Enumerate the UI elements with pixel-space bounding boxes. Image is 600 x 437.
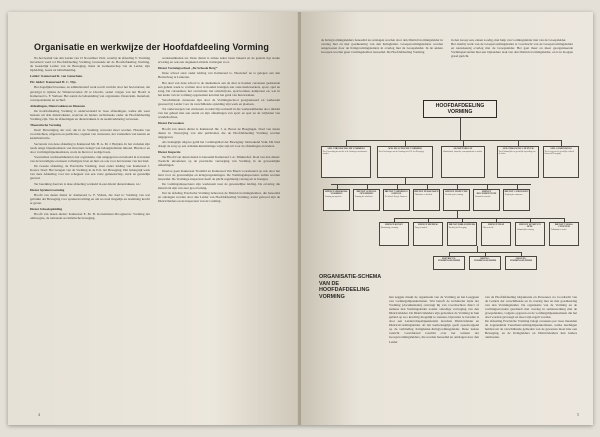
org-unit-text: Vorming der scholieren. <box>354 196 373 199</box>
org-unit-title: AFD. PRACTISCHE VORMING <box>387 146 423 150</box>
org-unit-title: DIENST VORMINGS-SCHOOL <box>384 189 409 196</box>
section-heading: Dienst Persosaken <box>158 121 184 126</box>
paragraph: Na het besluit van den Leider van 15 November 1941, waarbij de afdeeling V. Vorming bevorderd werd tot Hoofdafdeeling Vorming, bestaande uit de Hoofdafdeeling Vorming, de Geestelijk Leider van de Beweging, thans de Gemeenschap van de Leider, zijn Opleiding, Geest en Ontwikkeling. <box>30 56 150 73</box>
paragraph: Als belangrijk uitgave geldt het vormingsblad der Beweging: Ontwakend Volk. Dit blad draagt de zorg op een artistiek-kunstzinnige wijze zijn uit voor de afdeelingen en kaders. <box>158 139 280 149</box>
org-unit-text: De Schoole Berg te Lunteren. <box>384 196 408 199</box>
section-heading: Leider: Kameraad R. van Genechten. <box>30 74 83 79</box>
paragraph: Deze school staat onder leiding van Kameraad G. Nieuwhof en is gelegen aan den Heuvelweg te Lunteren. <box>158 71 280 80</box>
paragraph: Dat de afdeling Practische Vorming behoeven de Districtsvormingsleiders, die benoemd en ontslagen worden door den Leider van Hoofdafdeeling Vorming, nadat gehoord zijn de Districtleiders en de inspecteur van de vorming. <box>158 191 280 204</box>
org-unit-text: Doel: het brengen van de Vorming in de P.O. der Beweging. <box>378 150 425 153</box>
org-unit-text: Zang en muziek. <box>414 226 428 229</box>
paragraph: Doel: Bevestiging der stof, die in de Vorming verwerkt moet worden. Houden van voordrachten, uitgeven en publicatie, regelen van cursussen, het vaststellen van kennis en kaderinstructie. <box>30 128 150 141</box>
org-unit-box <box>515 222 545 246</box>
org-unit-text: Doel: bewerking der stof die in de Vorming verwerkt moet worden. <box>322 150 368 155</box>
org-unit-title: DIENST CURSUSSEN <box>504 189 529 193</box>
right-top-column-1: de Kringvormingsleiders benoemd en ontslagen worden door den Districtsvormingsleider in overleg met en met goedkeuring van den Kringleider. Groepsvormingsleiders worden aangewezen door de Kringvormingsleiders in overleg met de Groepsleider. In de andere Groepen worden geen vormingsleiders benoemd. De Hoofdafdeeling Vorming <box>321 38 443 55</box>
org-unit-title: KRING-VORMINGSLEIDER <box>473 256 497 263</box>
left-page <box>8 12 300 425</box>
connector-line <box>457 211 458 218</box>
paragraph: Het dagelijksch bestuur, en administratief werk wordt verricht door het Secretariaat, dat geverigd is tijdens de Winteravonden 20 te Utrecht, sedert volgen van het Hoofd is Kameraad G. F. Verhaar. Het aantal de behandeling van organisatie, financieën, materiaal, correspondentie en archief. <box>30 85 150 102</box>
org-unit-box <box>441 146 485 178</box>
paragraph: Vooruitzien werkzaamheden is het organisatie, zijn aangegeven en bedoeld in te houden van de levendigste en meest volledigste bron en huis en ook voor het bestuur van het land. <box>30 154 150 163</box>
org-unit-box <box>543 146 579 178</box>
org-unit-title: DIENST DOCUMENTATIE <box>476 189 497 196</box>
org-unit-title: AFD. PERSOONS CULTUUR <box>502 146 534 150</box>
org-unit-box <box>473 189 500 211</box>
page-number-right: 5 <box>577 412 579 417</box>
paragraph: Daartoe gaan Kameraad Troubild en Kameraad Van Breen voortdurend op reis door het land voor de gewestelijke en kringvergaderingen. De Vormingsinspecteurs zullen worden benoemd. De Vormings-inspecteur heeft de plicht regelmatig verslag uit te brengen. <box>158 168 280 181</box>
connector-line <box>331 184 531 185</box>
org-unit-box <box>503 189 530 211</box>
org-unit-title: DIENST FILM <box>488 222 504 226</box>
org-unit-box <box>323 189 350 211</box>
org-unit-box <box>413 222 443 246</box>
org-unit-text: Vorming van sprekers. <box>324 196 342 199</box>
section-heading: Theoretische Vorming <box>30 123 62 128</box>
org-unit-title: DIENST INSPECTIE <box>445 189 468 193</box>
org-unit-text: Doel: zorg voor de geestelijke eenheid binnen de Beweging. <box>544 150 574 155</box>
right-bottom-column-1: hen zeggen maakt de organisatie van de Vorming en het Leeggaan van vormingsbijeenkomsten. Wat betreft de technische zijde der Vorming (documentatie) ontvangt hij van voordrachten direct of namens den Vormingsleider zonder onnodige vertraging van den Districtsleider. De Districtsleiders zijn gebonden de Vorming in hun gebied op zoo krachtig mogelijk te steunen, bijzonder te beraden is door een Leiderschapsbijeenkomst tusschen Districtsleider en Districtsvormingsleider. Al het leerbelangrijk geeft opeenvolgend op de verbinding Kringleider-Kringvormingsleider. Deze laatste toezicht voortdurend toezicht over het werken der Groepsvormingsleiders, die worden benoemd en ontslagen door den Leider <box>389 295 479 344</box>
org-unit-title: SECRETARIAAT <box>453 146 473 150</box>
paragraph: De vormingsinspecteurs zijn werkzaam naar de gewestelijke leiding. De ervaring die hieruit zal zijn van zeer groot belang. <box>158 181 280 190</box>
org-unit-title: GROEPS-VORMINGSLEIDER <box>509 256 533 263</box>
paragraph: Secretaris van deze afdeeling is Kameraad Mr. H. A. M. J. Heijden. In het verleden zijn reeds enige bijeenkomsten van Inwoners belegd van belangstellende inhoud. Hierdoor en door vormingsbijeenkomsten, zoals de hiervoor nodige basis. <box>30 141 150 154</box>
org-unit-box <box>383 189 410 211</box>
paragraph: Hoofd van dezen dienst is Kameraad Jhr. J. A. Baron de Haagingan. Doel van dezen dienst is: Verzorging van alle publicaties die de Hoofdafdeeling Vorming worden uitgegeven. <box>158 126 280 139</box>
right-page <box>301 12 593 425</box>
paragraph: De hoofdafdeeling Vorming is onderverdeeld in twee afdeelingen, welke elk weer bestaan uit drie dienstvakken, waarvan de leiders rechtstreeks onder de Hoofdafdeeling Vorming zijn. Van de afdeelingen en dienstvakken is de naamverklaring verwezen. <box>30 108 150 121</box>
paragraph: Het doel van deze school is de deelnemers aan de daar te houden cursussen gedurende een gehele week te vormen door te houden lezingen aan onze medewerkers, sport, spel en zang. De cursusduur, het overwinter, het omschrijven, sportvormen, kampvuur en, wat in het kader van de vorming opgenomen kan met het getal van hun karakter. <box>158 80 280 97</box>
org-unit-text: Film en beeld. <box>482 226 494 229</box>
org-unit-text: Volkskunst en zeden. <box>550 229 567 232</box>
org-unit-box <box>379 222 409 246</box>
org-unit-box <box>443 189 470 211</box>
section-heading: Dienst Vormingsschool „De Schoole Berg” <box>158 66 218 71</box>
org-unit-title: DIENST SPORT EN SPEL <box>519 222 541 229</box>
org-unit-box <box>505 256 537 270</box>
paragraph: De tweede afdeeling, de Practische Vorming, staat onder leiding van Kameraad J. Koster. Doel: Het brengen van de Vorming in de P.O. der Beweging. Het belangrijk werk van deze Afdeeling voor het scheppen van een vaste gemeenschap, sterk en geestelijk gezond. <box>30 164 150 181</box>
org-unit-box <box>413 189 440 211</box>
connector-line <box>346 140 561 141</box>
paragraph: Hoofd van dezen dienst is: Kameraad G. F. Visbén, die doel is: Vorming van wat gebruikt der Beweging voor sprekersvorming en om zooveel mogelijk en doelmatig kracht te geven. <box>30 192 150 205</box>
connector-line <box>460 118 461 140</box>
org-unit-text: Publicaties en het blad. <box>414 193 433 196</box>
org-unit-title: AFD. THEORETISCHE VORMING <box>327 146 365 150</box>
org-unit-text: Lichamelijke vorming. <box>516 229 535 232</box>
article-title: Organisatie en werkwijze der Hoofdafdeeling Vorming <box>34 42 269 52</box>
chart-caption: ORGANISATIE-SCHEMA VAN DE HOOFDAFDEELING VORMING <box>319 274 381 300</box>
org-unit-box <box>481 222 511 246</box>
org-unit-text: Toezicht op de vorming. <box>444 193 464 196</box>
section-heading: Plv. leider: Kameraad H. C. Nijs. <box>30 80 77 85</box>
paragraph: Hoofd van dezen dienst: Kameraad E. M. B. Kortenmeier-Droogleever. Vorming der omhoogste, de nationaal-socialistische beweging. <box>30 212 150 221</box>
connector-line <box>477 246 478 252</box>
section-heading: Dienst Sprekersvorming <box>30 187 65 192</box>
org-unit-title: DIENST MUZIEK <box>418 222 438 226</box>
left-column-2 <box>158 56 280 408</box>
connector-line <box>405 178 406 184</box>
right-top-column-2: in den Groep aan, zaken zoodig, met hulp van vormingsleider met van de Groepsleider. Het daarbij werk van de Groepsvormingsleider is voordracht van de Groepsvormingsleider en nauwkeurig overleg met de Groepsleider. Het gaat meer en meer georganiseerde Vormingsavonden met een bijzondere taak van den Districtsvormingsleider, en is in hoogste graad gericht. <box>451 38 573 59</box>
connector-line <box>394 218 564 219</box>
magazine-spread <box>8 12 593 425</box>
paragraph: Ter Hoofd van dezen dienst is benoemd Kameraad J. A. Timmerhof. Doel van den dienst: Toezicht uitoefenen op de practische verzorging van Vorming in de gewestelijke afdeelingen. <box>158 155 280 168</box>
org-unit-box <box>353 189 380 211</box>
org-unit-box <box>497 146 539 178</box>
org-unit-box <box>433 256 465 270</box>
section-heading: Dienst Schoolopleiding <box>30 207 63 211</box>
paragraph: werkzaamheden ter. Deze dienst is ermee zeker beste bekend en de geleide ligt sterke ervaring en ook een ongekend arbeids vermogen voor. <box>158 56 280 65</box>
org-unit-box <box>447 222 477 246</box>
org-unit-title: DIENST SCHOOL OPLEIDING <box>356 189 377 196</box>
org-unit-title: DIENST BIBLIOTHEEK <box>448 222 476 226</box>
org-unit-title: AFD. SAMENHANG <box>550 146 572 150</box>
org-unit-text: Boekerij der Beweging. <box>448 226 467 229</box>
org-unit-text: Verzamelen van stof. <box>474 196 491 199</box>
paragraph: Verschillende cursussen zijn door de Vormingsschool georganiseerd en werkzaam geweest bij Leider voor de verschillende opleiding zijn werk en plaatsen. <box>158 97 280 107</box>
paragraph: Tot onderwerpen van cursussen worden bijvoorbeeld in die werkzaamheden door middel van het geheel met een aantal en zijn afdeelingen van sport en spel en de vrijheden van wandeltochten. <box>158 107 280 120</box>
left-column-1 <box>30 56 150 408</box>
org-unit-text: Kunstzinnige vorming. <box>380 226 399 229</box>
org-unit-title: DIENST PERSZAKEN <box>414 189 439 193</box>
org-unit-title: DIENST VOLKS-CULTUUR <box>554 222 574 229</box>
org-unit-box <box>469 256 501 270</box>
org-unit-title: DISTRICTS-VORMINGSLEIDER <box>437 256 461 263</box>
paragraph: Ter bereiking daarvan is deze afdeeling verdeeld in een drietal dienstvakken, n.l.: <box>34 181 142 186</box>
right-bottom-column-2: van de Hoofdafdeeling Organisatie en Personeel, na voordracht van de Leiders der verschillende en in overleg met en met goedkeuring van den Vormingsleider. De organisatie van de Vorming en de vormingsavonden geschiedt met overleg in samenwerking met de groepsleiders, volgens opgaven en de vormingsbijeenkomsten die het doel worden gevraagd en moet zijn regelt worden. De afdeeling Practische Vorming belegt eveneens per twee maanden de zogenaamde Tusschenvormingsbijeenkomsten, welke leerlingen hebben uit de verschillende gebieden van de gewesten moet hier een Beweging, en de Kringleiders en Districtsleiders hun leiders ontmoeten. <box>485 295 577 340</box>
org-unit-box <box>377 146 433 178</box>
org-unit-title: DIENST SPREKERS-VORMING <box>325 189 348 196</box>
org-unit-text: Administratie, financiën, correspondentie en archief. <box>442 150 483 153</box>
section-heading: Dienst Inspectie <box>158 150 181 155</box>
org-unit-box <box>549 222 579 246</box>
section-heading: Afdeelingen, Dienstvakken en Diensten <box>30 103 85 108</box>
org-unit-box <box>321 146 371 178</box>
org-unit-title: DIENST KUNST <box>385 222 403 226</box>
org-unit-text: Doel: lichamelijke en geestelijke opvoeding van de leden. <box>498 150 536 155</box>
org-chart-main-box: HOOFDAFDEELING VORMING <box>423 100 497 118</box>
page-number-left: 4 <box>38 412 40 417</box>
org-unit-text: Regeling der cursussen. <box>504 193 523 196</box>
